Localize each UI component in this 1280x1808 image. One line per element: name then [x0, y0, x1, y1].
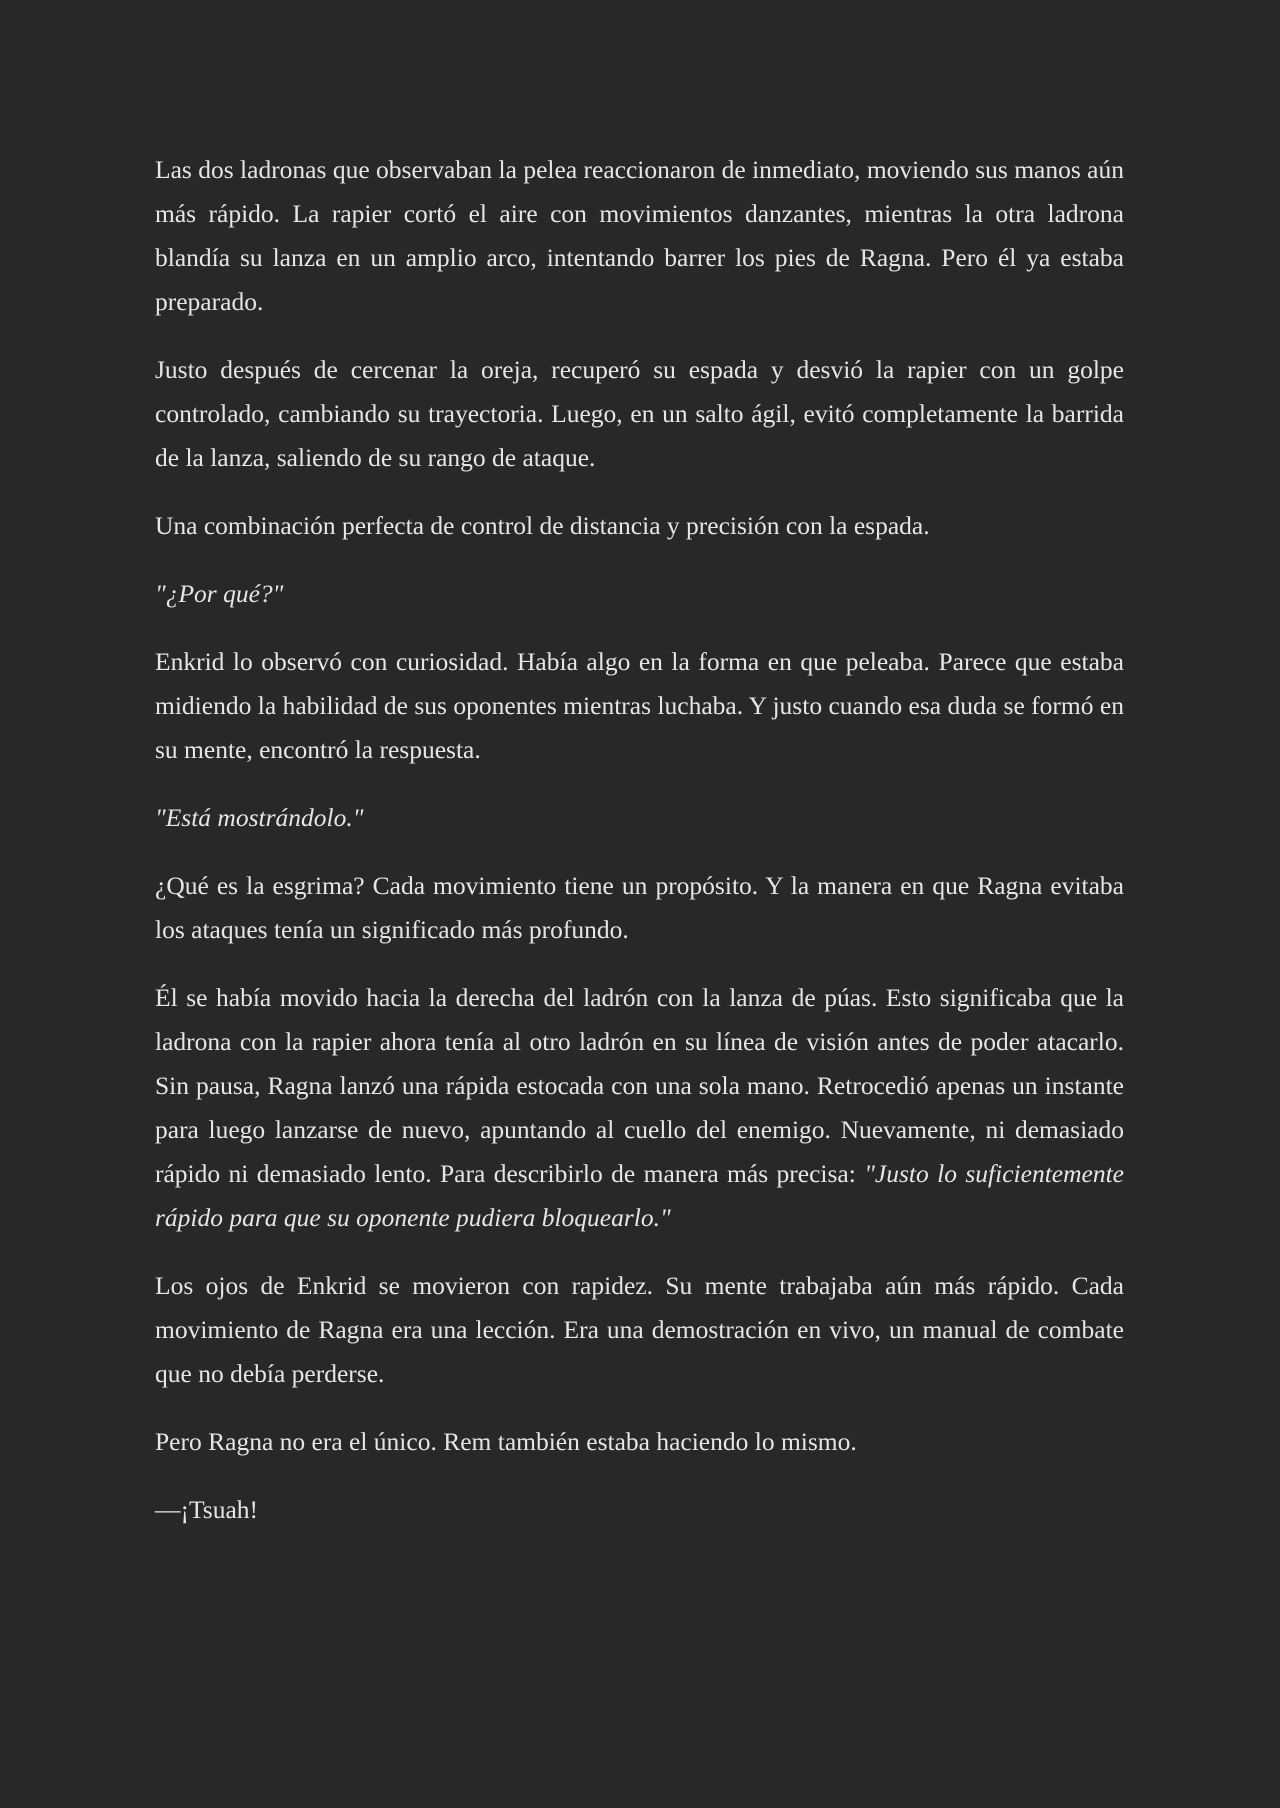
thought-esta-mostrandolo: "Está mostrándolo."	[155, 803, 364, 832]
dialogue-tsuah: —¡Tsuah!	[155, 1495, 259, 1524]
paragraph-3: Una combinación perfecta de control de distancia y precisión con la espada.	[155, 511, 930, 540]
paragraph-8	[155, 976, 1124, 1240]
paragraph-8-italic-quote: "Justo lo suficientemente rápido para que su oponente pudiera bloquearlo."	[155, 1159, 1124, 1232]
thought-por-que: "¿Por qué?"	[155, 579, 284, 608]
paragraph-10: Pero Ragna no era el único. Rem también estaba haciendo lo mismo.	[155, 1427, 857, 1456]
paragraph-7: ¿Qué es la esgrima? Cada movimiento tiene un propósito. Y la manera en que Ragna evitaba los ataques tenía un significado más profundo.	[155, 871, 1124, 944]
paragraph-8-text: Él se había movido hacia la derecha del ladrón con la lanza de púas. Esto significaba que la ladrona con la rapier ahora tenía al otro ladrón en su línea de visión antes de poder atacarlo. Sin pausa, Ragna lanzó una rápida estocada con una sola mano. Retrocedió apenas un instante para luego lanzarse de nuevo, apuntando al cuello del enemigo. Nuevamente, ni demasiado rápido ni demasiado lento. Para describirlo de manera más precisa:	[155, 983, 1124, 1188]
paragraph-1: Las dos ladronas que observaban la pelea reaccionaron de inmediato, moviendo sus manos aún más rápido. La rapier cortó el aire con movimientos danzantes, mientras la otra ladrona blandía su lanza en un amplio arco, intentando barrer los pies de Ragna. Pero él ya estaba preparado.	[155, 155, 1124, 316]
paragraph-2: Justo después de cercenar la oreja, recuperó su espada y desvió la rapier con un golpe controlado, cambiando su trayectoria. Luego, en un salto ágil, evitó completamente la barrida de la lanza, saliendo de su rango de ataque.	[155, 355, 1124, 472]
document-page	[155, 148, 1124, 1556]
paragraph-5: Enkrid lo observó con curiosidad. Había algo en la forma en que peleaba. Parece que estaba midiendo la habilidad de sus oponentes mientras luchaba. Y justo cuando esa duda se formó en su mente, encontró la respuesta.	[155, 647, 1124, 764]
paragraph-9: Los ojos de Enkrid se movieron con rapidez. Su mente trabajaba aún más rápido. Cada movimiento de Ragna era una lección. Era una demostración en vivo, un manual de combate que no debía perderse.	[155, 1271, 1124, 1388]
